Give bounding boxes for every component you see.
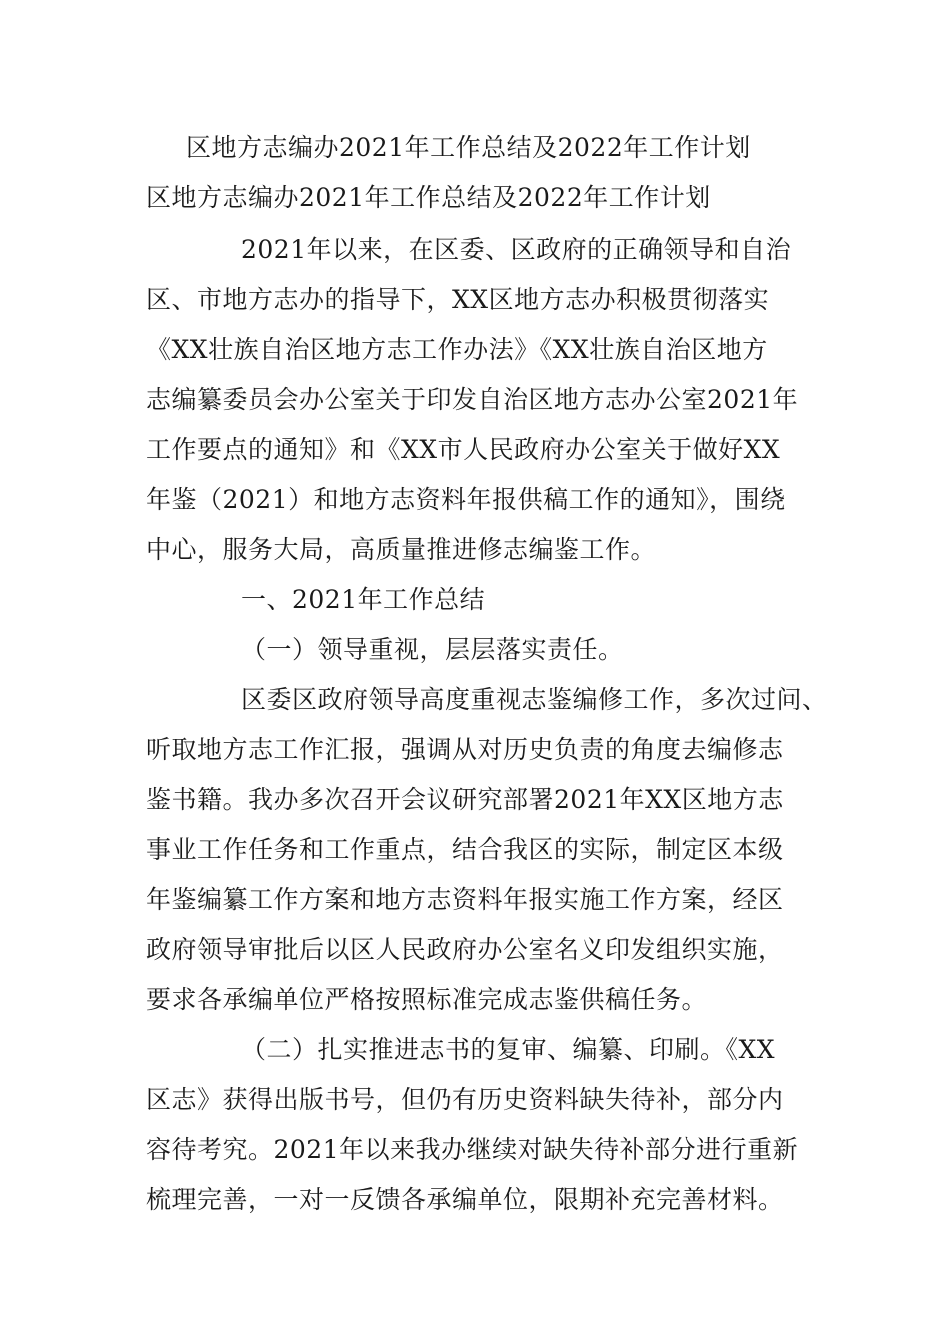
paragraph-line: 区志》获得出版书号，但仍有历史资料缺失待补，部分内	[146, 1085, 784, 1114]
paragraph-line: 听取地方志工作汇报，强调从对历史负责的角度去编修志	[146, 735, 784, 764]
paragraph-line: 区委区政府领导高度重视志鉴编修工作，多次过问、	[241, 685, 828, 714]
document-heading: 区地方志编办2021年工作总结及2022年工作计划	[186, 133, 751, 162]
intro-line: 中心，服务大局，高质量推进修志编鉴工作。	[146, 535, 657, 564]
paragraph-line: 事业工作任务和工作重点，结合我区的实际，制定区本级	[146, 835, 784, 864]
paragraph-line: 政府领导审批后以区人民政府办公室名义印发组织实施，	[146, 935, 784, 964]
intro-line: 区、市地方志办的指导下，XX区地方志办积极贯彻落实	[146, 285, 770, 314]
paragraph-line: 梳理完善，一对一反馈各承编单位，限期补充完善材料。	[146, 1185, 784, 1214]
document-title: 区地方志编办2021年工作总结及2022年工作计划	[146, 183, 711, 212]
intro-line: 工作要点的通知》和《XX市人民政府办公室关于做好XX	[146, 435, 781, 464]
paragraph-line: 容待考究。2021年以来我办继续对缺失待补部分进行重新	[146, 1135, 799, 1164]
paragraph-line: 要求各承编单位严格按照标准完成志鉴供稿任务。	[146, 985, 708, 1014]
intro-line: 《XX壮族自治区地方志工作办法》《XX壮族自治区地方	[146, 335, 768, 364]
intro-line: 志编纂委员会办公室关于印发自治区地方志办公室2021年	[146, 385, 799, 414]
intro-line: 年鉴（2021）和地方志资料年报供稿工作的通知》，围绕	[146, 485, 786, 514]
paragraph-line: （二）扎实推进志书的复审、编纂、印刷。《XX	[241, 1035, 776, 1064]
paragraph-line: 鉴书籍。我办多次召开会议研究部署2021年XX区地方志	[146, 785, 784, 814]
intro-line: 2021年以来，在区委、区政府的正确领导和自治	[241, 235, 792, 264]
section-heading: 一、2021年工作总结	[241, 585, 486, 614]
paragraph-line: 年鉴编纂工作方案和地方志资料年报实施工作方案，经区	[146, 885, 784, 914]
subsection-heading: （一）领导重视，层层落实责任。	[241, 635, 624, 664]
